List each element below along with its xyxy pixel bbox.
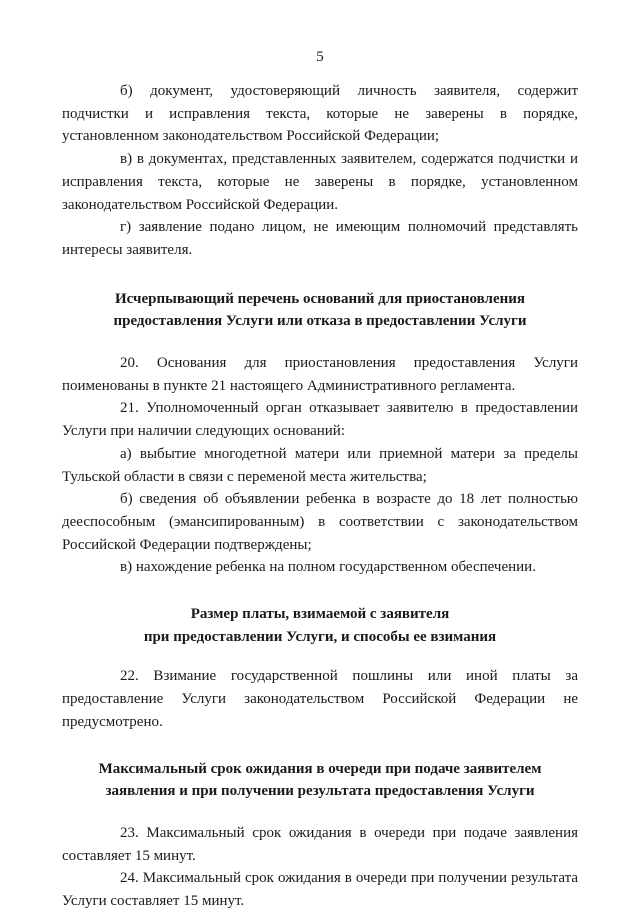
paragraph-item-24: 24. Максимальный срок ожидания в очереди при получении результата Услуги составляет 15 минут. (62, 870, 578, 910)
spacer (62, 803, 578, 822)
paragraph-item-23: 23. Максимальный срок ожидания в очереди при подаче заявления составляет 15 минут. (62, 824, 578, 864)
paragraph-item-21-v: в) нахождение ребенка на полном государственном обеспечении. (120, 559, 536, 576)
paragraph-item-20: 20. Основания для приостановления предоставления Услуги поименованы в пункте 21 настоящего Административного регламента. (62, 355, 578, 394)
paragraph-g-no-authority: г) заявление подано лицом, не имеющим полномочий представлять интересы заявителя. (62, 219, 578, 258)
heading-line: при предоставлении Услуги, и способы ее взимания (143, 628, 497, 645)
section-heading-suspension-grounds (62, 288, 578, 333)
section-heading-fee (62, 603, 578, 648)
paragraph-item-21-a: а) выбытие многодетной матери или приемной матери за пределы Тульской области в связи с переменой места жительства; (62, 445, 578, 485)
page-number: 5 (316, 49, 324, 65)
spacer (62, 333, 578, 352)
spacer (62, 734, 578, 758)
paragraph-b-identity-document: б) документ, удостоверяющий личность заявителя, содержит подчистки и исправления текста, которые не заверены в порядке, установленном законодательством Российской Федерации; (62, 83, 578, 145)
heading-line: Максимальный срок ожидания в очереди при подаче заявителем (98, 760, 542, 777)
section-heading-queue-time (62, 758, 578, 803)
heading-line: заявления и при получении результата предоставления Услуги (105, 783, 535, 800)
heading-line: Размер платы, взимаемой с заявителя (190, 606, 450, 623)
paragraph-item-22: 22. Взимание государственной пошлины или иной платы за предоставление Услуги законодательством Российской Федерации не предусмотрено. (62, 668, 578, 730)
spacer (62, 262, 578, 288)
heading-line: предоставления Услуги или отказа в предоставлении Услуги (113, 313, 527, 330)
paragraph-v-submitted-documents: в) в документах, представленных заявителем, содержатся подчистки и исправления текста, которые не заверены в порядке, установленном законодательством Российской Федерации. (62, 151, 578, 213)
paragraph-item-21: 21. Уполномоченный орган отказывает заявителю в предоставлении Услуги при наличии следующих оснований: (62, 400, 578, 440)
page-content (62, 80, 578, 913)
heading-line: Исчерпывающий перечень оснований для приостановления (114, 290, 526, 307)
spacer (62, 648, 578, 665)
spacer (62, 579, 578, 603)
paragraph-item-21-b: б) сведения об объявлении ребенка в возрасте до 18 лет полностью дееспособным (эмансипированным) в соответствии с законодательством Российской Федерации подтверждены; (62, 491, 578, 553)
